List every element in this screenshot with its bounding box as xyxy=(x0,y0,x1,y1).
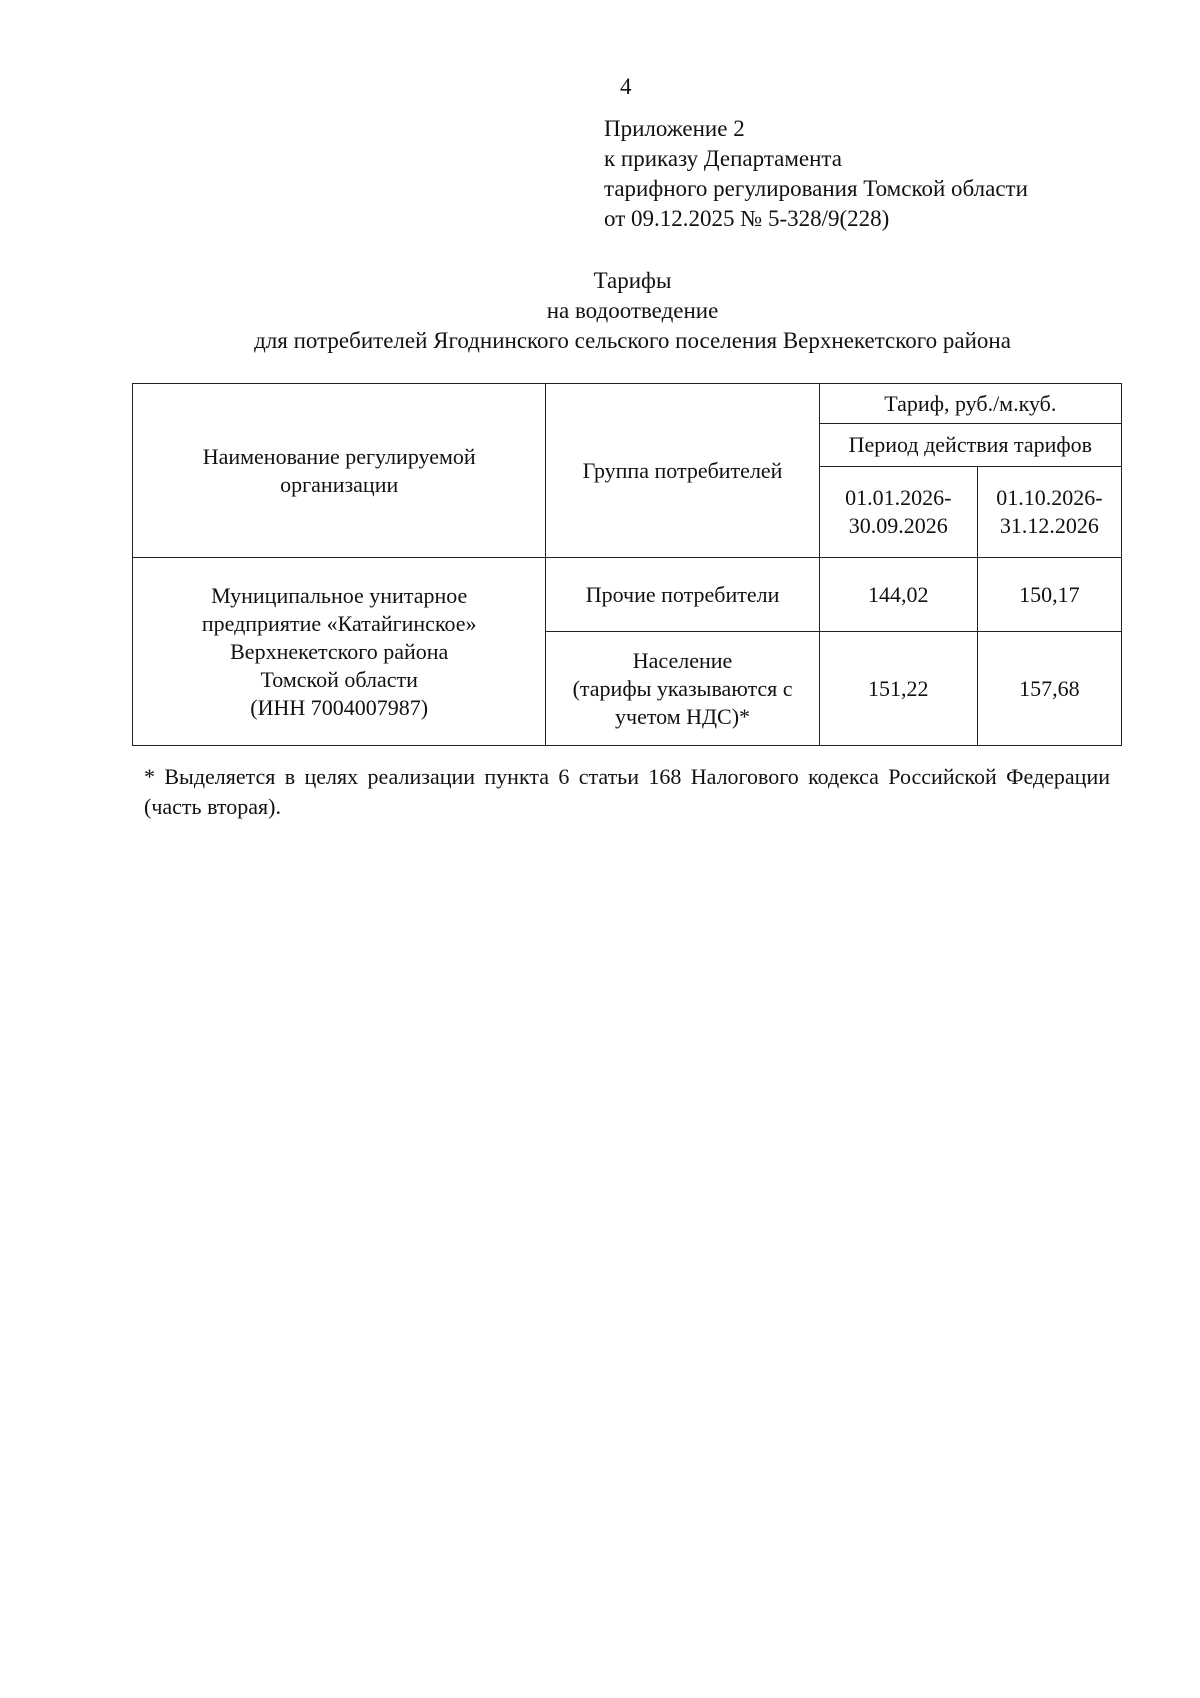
consumer-group-note: (тарифы указываются с xyxy=(572,675,793,701)
tariff-table xyxy=(132,383,1122,746)
appendix-header xyxy=(604,114,1028,234)
organization-line: Томской области xyxy=(260,666,418,692)
header-org-name-line: Наименование регулируемой xyxy=(202,443,476,469)
header-period: Период действия тарифов xyxy=(819,424,1121,467)
title-line-3: для потребителей Ягоднинского сельского поселения Верхнекетского района xyxy=(254,328,1011,353)
page-number: 4 xyxy=(620,74,632,99)
header-period-1-end: 30.09.2026 xyxy=(848,513,948,538)
appendix-line-4: от 09.12.2025 № 5-328/9(228) xyxy=(604,206,890,231)
appendix-line-2: к приказу Департамента xyxy=(604,146,842,171)
consumer-group-other xyxy=(546,558,819,632)
appendix-line-1: Приложение 2 xyxy=(604,116,745,141)
document-title xyxy=(0,266,1200,356)
header-org-name-line: организации xyxy=(280,471,399,497)
tariff-value: 150,17 xyxy=(977,558,1121,632)
organization-inn: (ИНН 7004007987) xyxy=(250,694,429,720)
consumer-group-label: Прочие потребители xyxy=(585,581,780,607)
organization-line: предприятие «Катайгинское» xyxy=(201,610,477,636)
header-period-2-end: 31.12.2026 xyxy=(999,513,1099,538)
header-period-2 xyxy=(977,467,1121,558)
header-consumer-group-label: Группа потребителей xyxy=(582,457,783,483)
header-period-2-start: 01.10.2026- xyxy=(996,485,1103,510)
consumer-group-population xyxy=(546,632,819,746)
title-line-2: на водоотведение xyxy=(546,298,719,323)
header-tariff-unit: Тариф, руб./м.куб. xyxy=(819,384,1121,424)
table-row xyxy=(133,558,1122,632)
organization-line: Верхнекетского района xyxy=(230,638,449,664)
organization-cell xyxy=(133,558,546,746)
consumer-group-note: учетом НДС)* xyxy=(615,703,751,729)
header-period-1-start: 01.01.2026- xyxy=(845,485,952,510)
footnote-line-1: * Выделяется в целях реализации пункта 6 статьи 168 Налогового кодекса Российской xyxy=(144,764,997,789)
header-period-1 xyxy=(819,467,977,558)
table-header-row xyxy=(133,384,1122,424)
tariff-value: 151,22 xyxy=(819,632,977,746)
title-line-1: Тарифы xyxy=(593,268,672,293)
organization-line: Муниципальное унитарное xyxy=(211,582,468,608)
footnote-line-2: Федерации (часть вторая). xyxy=(144,764,1110,819)
tariff-value: 144,02 xyxy=(819,558,977,632)
header-org-name xyxy=(133,384,546,558)
consumer-group-label: Население xyxy=(632,647,733,673)
header-consumer-group xyxy=(546,384,819,558)
appendix-line-3: тарифного регулирования Томской области xyxy=(604,176,1028,201)
tariff-value: 157,68 xyxy=(977,632,1121,746)
footnote xyxy=(144,762,1110,822)
